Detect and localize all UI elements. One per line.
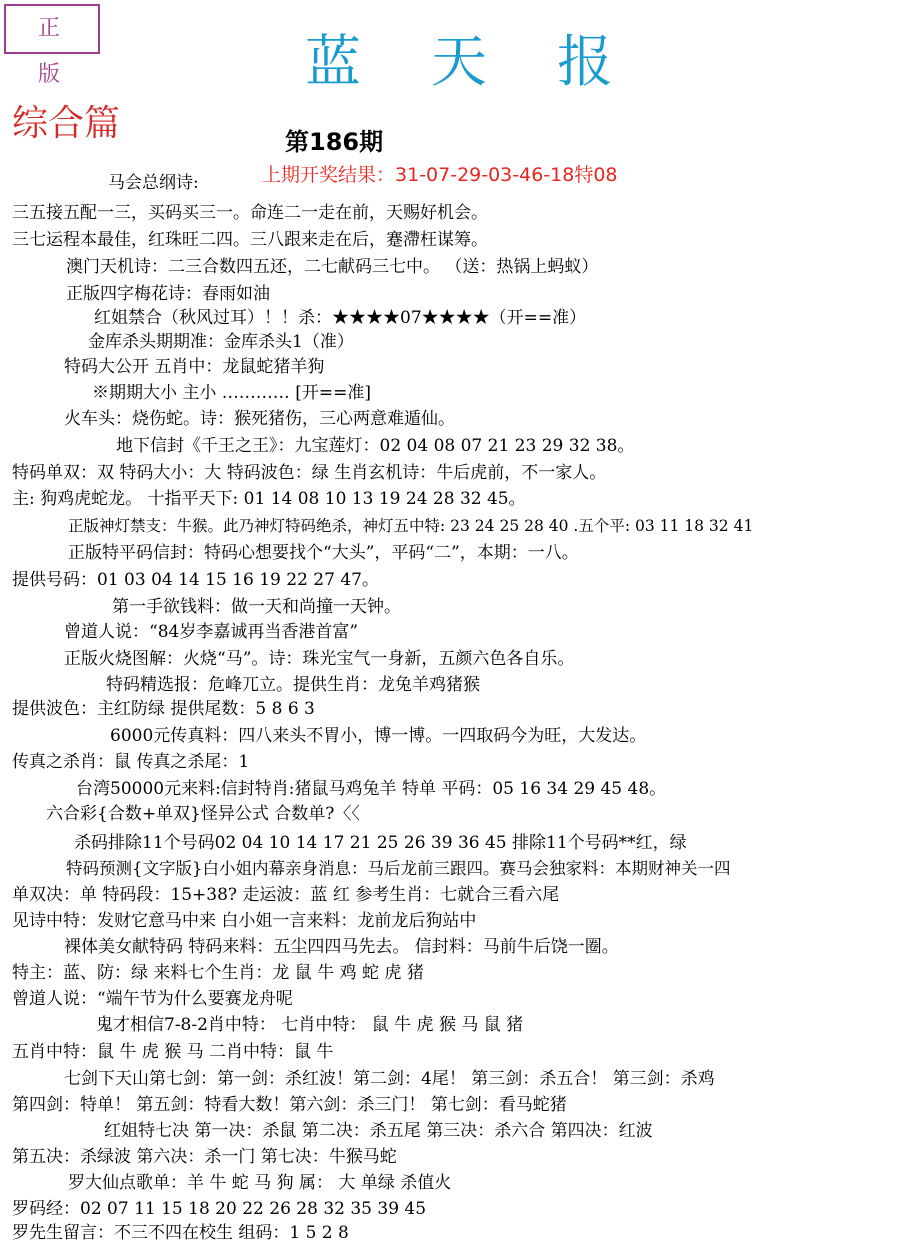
text-line: 正版火烧图解：火烧“马”。诗：珠光宝气一身新，五颜六色各自乐。 — [64, 649, 575, 669]
text-line: 正版四字梅花诗：春雨如油 — [66, 284, 270, 304]
text-line: 六合彩{合数+单双}怪异公式 合数单?〈〈 — [46, 804, 360, 824]
text-line: 金库杀头期期准：金库杀头1（准） — [88, 332, 354, 352]
text-line: 地下信封《千王之王》：九宝莲灯：02 04 08 07 21 23 29 32 38。 — [116, 436, 635, 456]
masthead-title: 蓝天报 — [305, 30, 683, 95]
text-line: 6000元传真料：四八来头不胃小，博一博。一四取码今为旺，大发达。 — [110, 726, 647, 746]
text-line: 曾道人说：“84岁李嘉诚再当香港首富” — [64, 622, 359, 642]
text-line: 见诗中特：发财它意马中来 白小姐一言来料：龙前龙后狗站中 — [12, 911, 477, 931]
zhengban-stamp: 正 版 — [4, 4, 100, 54]
text-line: 第五决：杀绿波 第六决：杀一门 第七决：牛猴马蛇 — [12, 1147, 397, 1167]
text-line: 特主：蓝、防：绿 来料七个生肖：龙 鼠 牛 鸡 蛇 虎 猪 — [12, 963, 424, 983]
text-line: 罗大仙点歌单：羊 牛 蛇 马 狗 属： 大 单绿 杀值火 — [68, 1173, 452, 1193]
text-line: 红姐禁合（秋风过耳）！！杀：★★★★07★★★★（开==准） — [94, 308, 587, 328]
text-line: 第四剑：特单！ 第五剑：特看大数！第六剑：杀三门！ 第七剑：看马蛇猪 — [12, 1095, 567, 1115]
text-line: 正版特平码信封：特码心想要找个“大头”，平码“二”，本期：一八。 — [68, 543, 579, 563]
section-title: 综合篇 — [12, 103, 121, 144]
text-line: 罗先生留言：不三不四在校生 组码：1 5 2 8 — [12, 1223, 349, 1243]
text-line: 五肖中特：鼠 牛 虎 猴 马 二肖中特：鼠 牛 — [12, 1042, 334, 1062]
text-line: 主: 狗鸡虎蛇龙。 十指平天下: 01 14 08 10 13 19 24 28 32 45。 — [12, 489, 526, 509]
text-line: 马会总纲诗: — [108, 173, 199, 193]
text-line: 红姐特七决 第一决：杀鼠 第二决：杀五尾 第三决：杀六合 第四决：红波 — [104, 1121, 653, 1141]
text-line: 杀码排除11个号码02 04 10 14 17 21 25 26 39 36 45 排除11个号码**红，绿 — [74, 833, 687, 853]
text-line: 曾道人说：“端午节为什么要赛龙舟呢 — [12, 989, 293, 1009]
text-line: ※期期大小 主小 ………… [开==准] — [92, 383, 371, 403]
text-line: 提供波色：主红防绿 提供尾数：5 8 6 3 — [12, 699, 315, 719]
text-line: 提供号码：01 03 04 14 15 16 19 22 27 47。 — [12, 570, 379, 590]
text-line: 鬼才相信7-8-2肖中特： 七肖中特： 鼠 牛 虎 猴 马 鼠 猪 — [96, 1015, 524, 1035]
text-line: 特码预测{文字版}白小姐内幕亲身消息：马后龙前三跟四。赛马会独家料：本期财神关一四 — [66, 859, 731, 878]
text-line: 三七运程本最佳，红珠旺二四。三八跟来走在后，蹇滯枉谋筹。 — [12, 230, 488, 250]
text-line: 特码单双：双 特码大小：大 特码波色：绿 生肖玄机诗：牛后虎前，不一家人。 — [12, 463, 607, 483]
text-line: 火车头：烧伤蛇。诗：猴死猪伤，三心两意难遁仙。 — [64, 409, 455, 429]
last-draw-result: 上期开奖结果：31-07-29-03-46-18特08 — [262, 164, 618, 186]
text-line: 单双决：单 特码段：15+38? 走运波：蓝 红 参考生肖：七就合三看六尾 — [12, 885, 560, 905]
text-line: 三五接五配一三，买码买三一。命连二一走在前，天赐好机会。 — [12, 203, 488, 223]
text-line: 裸体美女献特码 特码来料：五尘四四马先去。 信封料：马前牛后饶一圈。 — [64, 937, 619, 957]
text-line: 第一手欲钱料：做一天和尚撞一天钟。 — [112, 597, 401, 617]
text-line: 特码大公开 五肖中：龙鼠蛇猪羊狗 — [64, 357, 325, 377]
text-line: 特码精选报：危峰兀立。提供生肖：龙兔羊鸡猪猴 — [106, 675, 480, 695]
text-line: 台湾50000元来料:信封特肖:猪鼠马鸡兔羊 特单 平码：05 16 34 29 45 48。 — [76, 779, 667, 799]
text-line: 正版神灯禁支：牛猴。此乃神灯特码绝杀，神灯五中特: 23 24 25 28 40 .五个平: 03 11 18 32 41 — [68, 517, 754, 535]
text-line: 罗码经：02 07 11 15 18 20 22 26 28 32 35 39 45 — [12, 1199, 427, 1219]
text-line: 澳门天机诗：二三合数四五还，二七献码三七中。 （送：热锅上蚂蚁） — [66, 257, 599, 277]
text-line: 七剑下天山第七剑：第一剑：杀红波！第二剑：4尾！ 第三剑：杀五合！ 第三剑：杀鸡 — [64, 1069, 715, 1089]
issue-number: 第186期 — [285, 128, 384, 156]
text-line: 传真之杀肖：鼠 传真之杀尾：1 — [12, 752, 250, 772]
